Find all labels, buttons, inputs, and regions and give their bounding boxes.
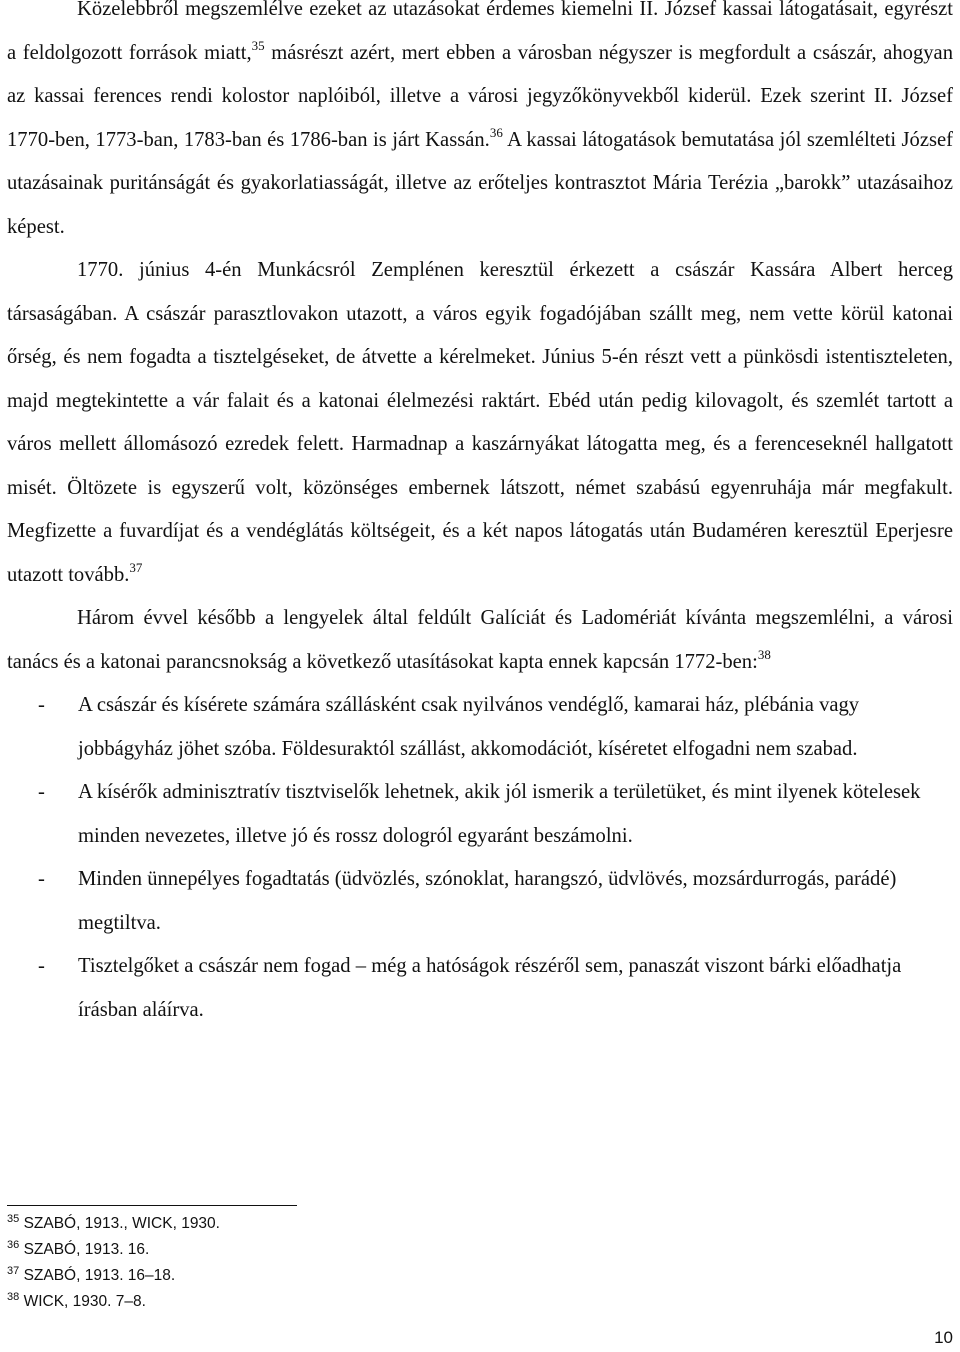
list-bullet: - [38, 955, 45, 977]
paragraph-text: Három évvel később a lengyelek által feldúlt Galíciát és Ladomériát kívánta megszemlélni, a városi tanács és a katonai parancsnokság a következő utasításokat kapta ennek kapcsán 1772-ben: [7, 607, 953, 673]
footnote-35 [7, 1211, 220, 1237]
paragraph-text: A kassai látogatások bemutatása jól szemlélteti József utazásainak puritánságát és gyakorlatiasságát, illetve az erőteljes kontrasztot Mária Terézia „barokk” utazásaihoz képest. [7, 128, 953, 238]
list-item [7, 858, 953, 945]
paragraph-text: Közelebbről megszemlélve ezeket az utazásokat érdemes kiemelni II. József kassai látogatásait, egyrészt a feldolgozott források miatt, [7, 0, 953, 64]
footnote-text: WICK, 1930. 7–8. [23, 1293, 146, 1310]
list-bullet: - [38, 781, 45, 803]
footnote-36 [7, 1237, 220, 1263]
footnote-number: 37 [7, 1265, 20, 1277]
footnotes [7, 1211, 220, 1315]
footnote-number: 35 [7, 1213, 20, 1225]
paragraph-1772-instructions [7, 597, 953, 684]
footnote-text: SZABÓ, 1913. 16. [23, 1241, 150, 1258]
footnote-ref-36[interactable]: 36 [489, 124, 503, 140]
footnote-ref-38[interactable]: 38 [757, 646, 771, 662]
list-item-text: Tisztelgőket a császár nem fogad – még a hatóságok részéről sem, panaszát viszont bárki előadhatja írásban aláírva. [78, 955, 902, 1021]
instructions-list [7, 684, 953, 1032]
footnote-separator [7, 1205, 297, 1206]
footnote-ref-35[interactable]: 35 [251, 37, 265, 53]
paragraph-kassa-visits [7, 0, 953, 249]
list-item [7, 684, 953, 771]
footnote-ref-37[interactable]: 37 [129, 559, 143, 575]
footnote-38 [7, 1289, 220, 1315]
list-item [7, 945, 953, 1032]
document-page [7, 0, 953, 1032]
footnote-37 [7, 1263, 220, 1289]
list-item-text: A kísérők adminisztratív tisztviselők lehetnek, akik jól ismerik a területüket, és mint ilyenek kötelesek minden nevezetes, illetve jó és rossz dologról egyaránt beszámolni. [78, 781, 921, 847]
list-item-text: A császár és kísérete számára szállásként csak nyilvános vendéglő, kamarai ház, plébánia vagy jobbágyház jöhet szóba. Földesuraktól szállást, akkomodációt, kíséretet elfogadni nem szabad. [78, 694, 860, 760]
footnote-text: SZABÓ, 1913., WICK, 1930. [23, 1215, 220, 1232]
footnote-number: 36 [7, 1239, 20, 1251]
list-item-text: Minden ünnepélyes fogadtatás (üdvözlés, szónoklat, harangszó, üdvlövés, mozsárdurrogás, parádé) megtiltva. [78, 868, 897, 934]
list-bullet: - [38, 868, 45, 890]
page-number: 10 [934, 1328, 953, 1347]
list-bullet: - [38, 694, 45, 716]
paragraph-text: másrészt azért, mert ebben a városban négyszer is megfordult a császár, ahogyan az kassai ferences rendi kolostor naplóiból, illetve a városi jegyzőkönyvekből kiderül. Ezek szerint II. József 1770-ben, 1773-ban, 1783-ban és 1786-ban is járt Kassán. [7, 41, 953, 151]
footnote-text: SZABÓ, 1913. 16–18. [23, 1267, 176, 1284]
paragraph-text: 1770. június 4-én Munkácsról Zemplénen keresztül érkezett a császár Kassára Albert herceg társaságában. A császár parasztlovakon utazott, a város egyik fogadójában szállt meg, nem vette körül katonai őrség, és nem fogadta a tisztelgéseket, de átvette a kérelmeket. Június 5-én részt vett a pünkösdi istentiszteleten, majd megtekintette a vár falait és a katonai élelmezési raktárt. Ebéd után pedig kilovagolt, és szemlét tartott a város mellett állomásozó ezredek felett. Harmadnap a kaszárnyákat látogatta meg, és a ferenceseknél hallgatott misét. Öltözete is egyszerű volt, közönséges embernek látszott, német szabású egyenruhája már megfakult. Megfizette a fuvardíjat és a vendéglátás költségeit, és a két napos látogatás után Budaméren keresztül Eperjesre utazott tovább. [7, 259, 953, 586]
list-item [7, 771, 953, 858]
footnote-number: 38 [7, 1291, 20, 1303]
paragraph-1770-visit [7, 249, 953, 597]
